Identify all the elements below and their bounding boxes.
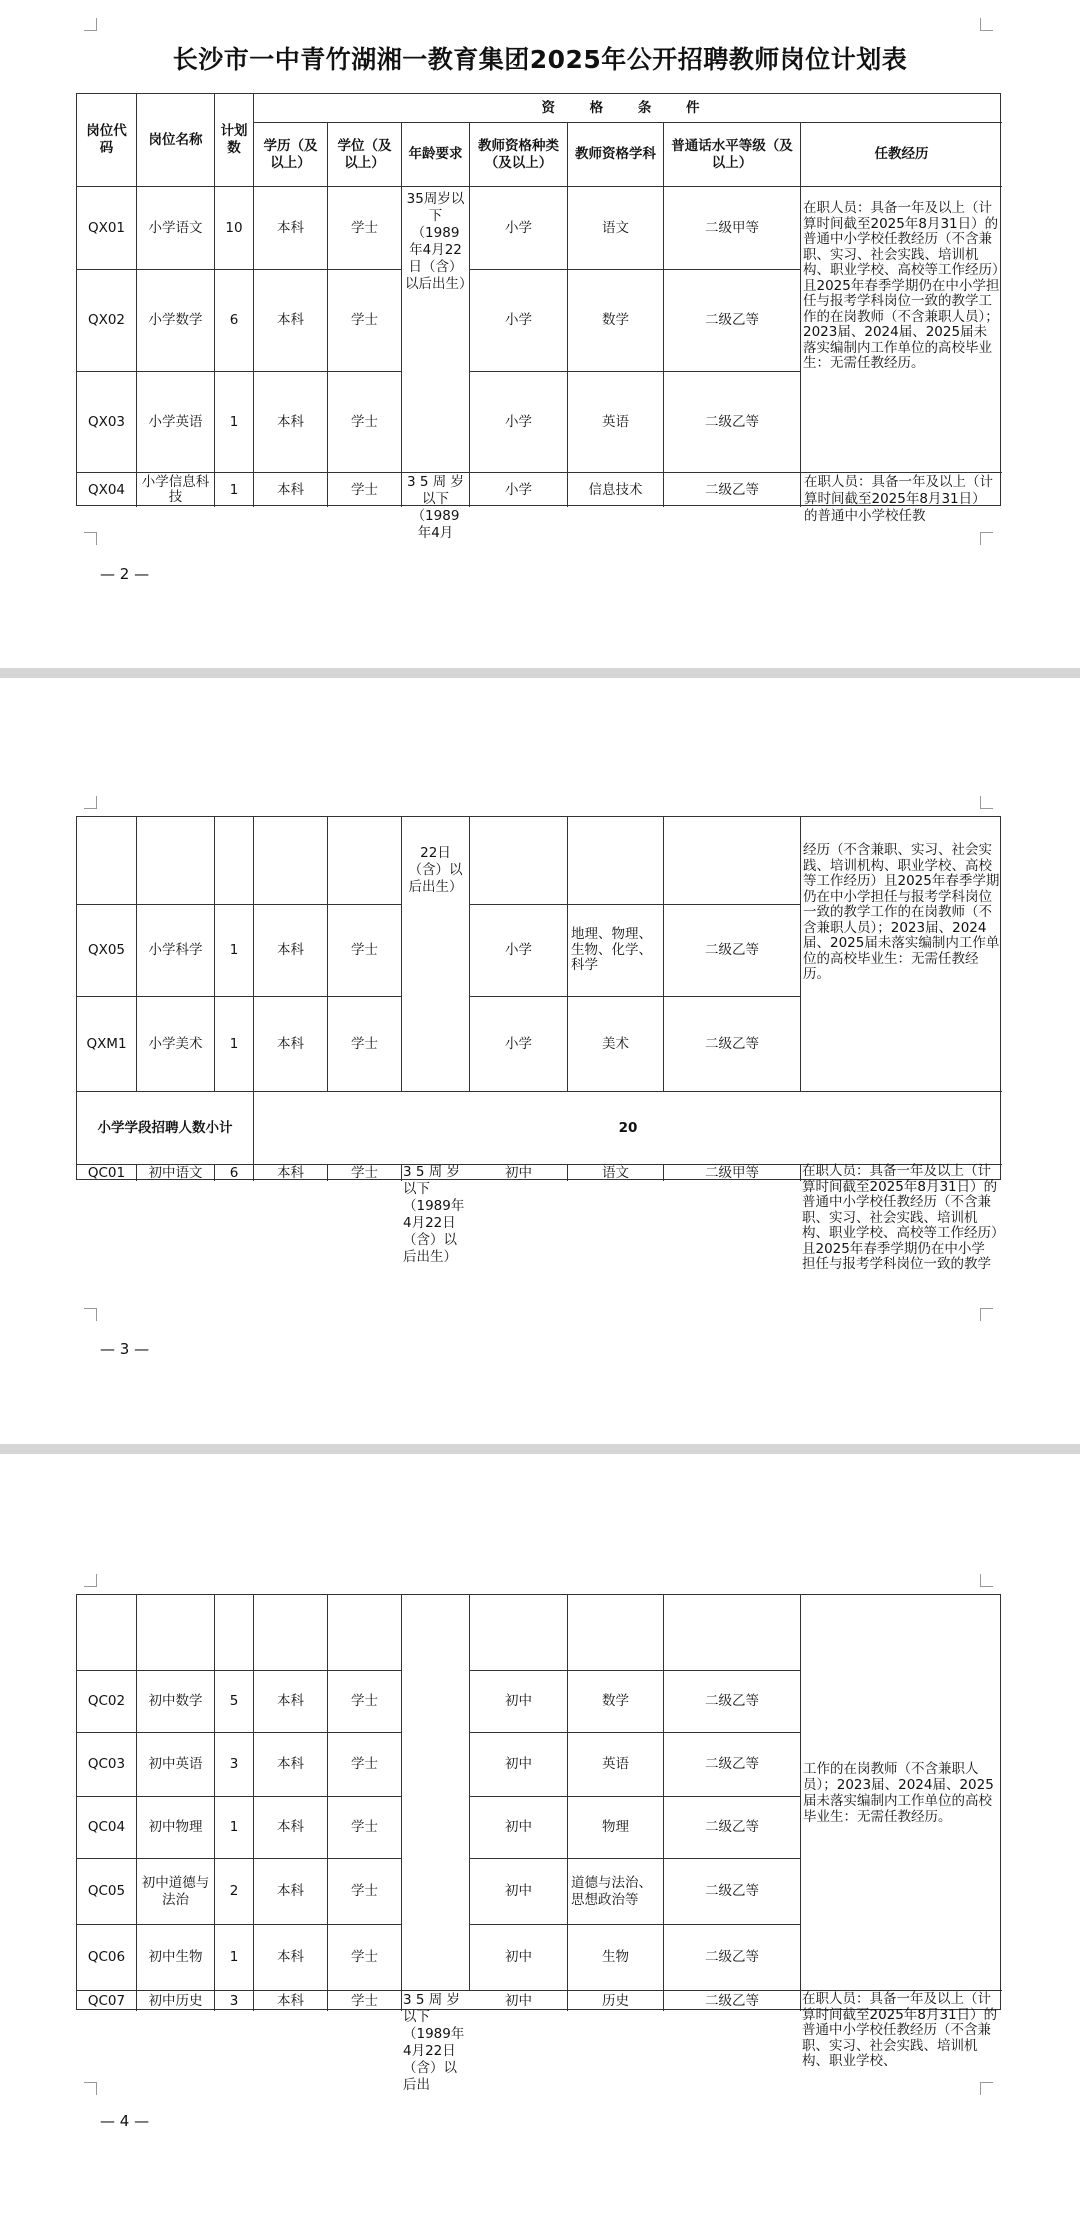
cell-cert-type: 初中 (470, 1671, 568, 1733)
cell-experience-overflow: 在职人员：具备一年及以上（计算时间截至2025年8月31日）的普通中小学校任教经历（不含兼职、实习、社会实践、培训机构、职业学校、高校等工作经历）且2025年春季学期仍在中小学担任与报考学科岗位一致的教学 (802, 1163, 998, 1272)
cell-cert-subject: 道德与法治、思想政治等 (568, 1859, 664, 1925)
cell-cert-subject: 数学 (568, 270, 664, 372)
corner-mark (980, 532, 993, 545)
cell-blank (328, 1595, 402, 1671)
cell-education: 本科 (254, 1991, 328, 2011)
cell-degree: 学士 (328, 1733, 402, 1797)
page-number: — 2 — (100, 565, 150, 583)
cell-code: QC01 (77, 1165, 137, 1181)
cell-degree: 学士 (328, 1859, 402, 1925)
cell-mandarin: 二级乙等 (664, 372, 801, 473)
cell-count: 2 (215, 1859, 254, 1925)
cell-cert-subject: 语文 (568, 187, 664, 270)
cell-cert-subject: 语文 (568, 1165, 664, 1181)
cell-mandarin: 二级乙等 (664, 473, 801, 507)
cell-count: 10 (215, 187, 254, 270)
cell-blank (137, 1595, 215, 1671)
cell-blank (77, 1595, 137, 1671)
corner-mark (84, 1308, 97, 1321)
header-code: 岗位代码 (77, 94, 137, 187)
cell-mandarin: 二级乙等 (664, 1991, 801, 2011)
cell-code: QX05 (77, 905, 137, 997)
cell-age-blank (402, 1595, 470, 1991)
cell-code: QX03 (77, 372, 137, 473)
cell-blank (470, 1595, 568, 1671)
header-education: 学历（及以上） (254, 123, 328, 187)
cell-age-continued: 22日（含）以后出生） (402, 817, 470, 1092)
cell-name: 初中历史 (137, 1991, 215, 2011)
corner-mark (980, 2082, 993, 2095)
cell-code: QC03 (77, 1733, 137, 1797)
cell-name: 初中道德与法治 (137, 1859, 215, 1925)
cell-cert-subject: 美术 (568, 997, 664, 1092)
cell-cert-subject: 地理、物理、生物、化学、科学 (568, 905, 664, 997)
cell-blank (254, 817, 328, 905)
cell-mandarin: 二级甲等 (664, 187, 801, 270)
cell-blank (568, 817, 664, 905)
cell-cert-subject: 历史 (568, 1991, 664, 2011)
corner-mark (84, 1574, 97, 1587)
cell-blank (568, 1595, 664, 1671)
page-number: — 4 — (100, 2112, 150, 2130)
page-4 (0, 1454, 1080, 2215)
cell-degree: 学士 (328, 905, 402, 997)
cell-cert-subject: 数学 (568, 1671, 664, 1733)
cell-education: 本科 (254, 1925, 328, 1991)
cell-education: 本科 (254, 1671, 328, 1733)
cell-count: 1 (215, 1925, 254, 1991)
cell-code: QC06 (77, 1925, 137, 1991)
cell-experience-merged (801, 187, 1002, 473)
header-count: 计划数 (215, 94, 254, 187)
cell-education: 本科 (254, 372, 328, 473)
cell-degree: 学士 (328, 473, 402, 507)
cell-name: 小学英语 (137, 372, 215, 473)
cell-mandarin: 二级乙等 (664, 270, 801, 372)
cell-cert-type: 初中 (470, 1165, 568, 1181)
cell-education: 本科 (254, 1733, 328, 1797)
cell-cert-subject: 英语 (568, 1733, 664, 1797)
cell-mandarin: 二级乙等 (664, 1925, 801, 1991)
cell-blank (254, 1595, 328, 1671)
corner-mark (980, 1308, 993, 1321)
cell-name: 初中生物 (137, 1925, 215, 1991)
cell-experience-overflow: 在职人员：具备一年及以上（计算时间截至2025年8月31日）的普通中小学校任教经历（不含兼职、实习、社会实践、培训机构、职业学校、 (802, 1991, 998, 2069)
header-mandarin: 普通话水平等级（及以上） (664, 123, 801, 187)
page-title: 长沙市一中青竹湖湘一教育集团2025年公开招聘教师岗位计划表 (172, 45, 908, 74)
cell-count: 1 (215, 905, 254, 997)
cell-cert-subject: 物理 (568, 1797, 664, 1859)
subtotal-label: 小学学段招聘人数小计 (77, 1092, 254, 1165)
cell-code: QX02 (77, 270, 137, 372)
cell-cert-type: 初中 (470, 1797, 568, 1859)
cell-experience-cut: 在职人员：具备一年及以上（计算时间截至2025年8月31日）的普通中小学校任教 (804, 474, 993, 524)
cell-degree: 学士 (328, 1925, 402, 1991)
cell-count: 1 (215, 1797, 254, 1859)
table-part-page-3 (76, 816, 1001, 1180)
cell-blank (137, 817, 215, 905)
cell-count: 5 (215, 1671, 254, 1733)
cell-cert-subject: 英语 (568, 372, 664, 473)
cell-cert-subject: 生物 (568, 1925, 664, 1991)
cell-education: 本科 (254, 997, 328, 1092)
cell-degree: 学士 (328, 270, 402, 372)
cell-education: 本科 (254, 270, 328, 372)
cell-degree: 学士 (328, 997, 402, 1092)
table-part-page-4 (76, 1594, 1001, 2010)
cell-blank (215, 1595, 254, 1671)
cell-code: QXM1 (77, 997, 137, 1092)
cell-degree: 学士 (328, 372, 402, 473)
header-cert-subject: 教师资格学科 (568, 123, 664, 187)
cell-code: QC07 (77, 1991, 137, 2011)
cell-name: 小学美术 (137, 997, 215, 1092)
cell-count: 1 (215, 372, 254, 473)
cell-code: QX04 (77, 473, 137, 507)
cell-education: 本科 (254, 473, 328, 507)
cell-education: 本科 (254, 1797, 328, 1859)
cell-code: QC02 (77, 1671, 137, 1733)
cell-cert-type: 小学 (470, 270, 568, 372)
cell-education: 本科 (254, 905, 328, 997)
cell-name: 初中物理 (137, 1797, 215, 1859)
cell-name: 小学科学 (137, 905, 215, 997)
corner-mark (980, 1574, 993, 1587)
cell-cert-type: 初中 (470, 1733, 568, 1797)
cell-age-cut: 3 5 周 岁以下（1989年4月 (402, 473, 470, 507)
cell-code: QC05 (77, 1859, 137, 1925)
cell-code: QC04 (77, 1797, 137, 1859)
cell-cert-type: 初中 (470, 1925, 568, 1991)
cell-count: 1 (215, 997, 254, 1092)
cell-education: 本科 (254, 187, 328, 270)
header-experience: 任教经历 (801, 123, 1002, 187)
cell-cert-type: 小学 (470, 473, 568, 507)
header-age: 年龄要求 (402, 123, 470, 187)
cell-mandarin: 二级乙等 (664, 1671, 801, 1733)
cell-code: QX01 (77, 187, 137, 270)
header-cert-type: 教师资格种类（及以上） (470, 123, 568, 187)
cell-degree: 学士 (328, 1165, 402, 1181)
cell-count: 6 (215, 270, 254, 372)
cell-count: 3 (215, 1991, 254, 2011)
cell-mandarin: 二级乙等 (664, 1859, 801, 1925)
cell-cert-type: 小学 (470, 372, 568, 473)
experience-text-a: 在职人员：具备一年及以上（计算时间截至2025年8月31日）的普通中小学校任教经历（不含兼职、实习、社会实践、培训机构、职业学校、高校等工作经历）且2025年春季学期仍在中小学担任与报考学科岗位一致的教学工作的在岗教师（不含兼职人员）； (803, 200, 1000, 325)
cell-count: 6 (215, 1165, 254, 1181)
cell-blank (77, 817, 137, 905)
cell-mandarin: 二级乙等 (664, 1733, 801, 1797)
cell-name: 小学数学 (137, 270, 215, 372)
cell-cert-type: 初中 (470, 1991, 568, 2011)
cell-experience-continued: 经历（不含兼职、实习、社会实践、培训机构、职业学校、高校等工作经历）且2025年春季学期仍在中小学担任与报考学科岗位一致的教学工作的在岗教师（不含兼职人员）；2023届、2024届、2025届未落实编制内工作单位的高校毕业生：无需任教经历。 (801, 817, 1002, 1092)
page-number: — 3 — (100, 1340, 150, 1358)
page-separator (0, 1444, 1080, 1454)
cell-blank (328, 817, 402, 905)
corner-mark (84, 2082, 97, 2095)
cell-experience-continued: 工作的在岗教师（不含兼职人员）；2023届、2024届、2025届未落实编制内工作单位的高校毕业生：无需任教经历。 (801, 1595, 1002, 1991)
cell-cert-subject: 信息技术 (568, 473, 664, 507)
header-name: 岗位名称 (137, 94, 215, 187)
cell-degree: 学士 (328, 1671, 402, 1733)
cell-name: 小学信息科技 (137, 473, 215, 507)
subtotal-value: 20 (254, 1092, 1002, 1165)
corner-mark (84, 532, 97, 545)
cell-count: 3 (215, 1733, 254, 1797)
cell-age-merged: 35周岁以下（1989年4月22日（含）以后出生） (402, 187, 470, 473)
cell-name: 小学语文 (137, 187, 215, 270)
cell-cert-type: 小学 (470, 997, 568, 1092)
cell-mandarin: 二级乙等 (664, 1797, 801, 1859)
page-2 (0, 0, 1080, 668)
cell-age-overflow: 3 5 周 岁以下（1989年4月22日（含）以后出生） (403, 1164, 465, 1265)
cell-degree: 学士 (328, 1991, 402, 2011)
cell-blank (664, 817, 801, 905)
corner-mark (980, 18, 993, 31)
cell-cert-type: 小学 (470, 187, 568, 270)
corner-mark (84, 18, 97, 31)
corner-mark (84, 796, 97, 809)
cell-mandarin: 二级乙等 (664, 905, 801, 997)
cell-name: 初中数学 (137, 1671, 215, 1733)
cell-degree: 学士 (328, 187, 402, 270)
cell-age-overflow: 3 5 周 岁以下（1989年4月22日（含）以后出 (403, 1992, 465, 2093)
cell-mandarin: 二级乙等 (664, 997, 801, 1092)
cell-blank (664, 1595, 801, 1671)
cell-blank (215, 817, 254, 905)
page-separator (0, 668, 1080, 678)
table-part-page-2 (76, 93, 1001, 541)
page-3 (0, 678, 1080, 1444)
cell-degree: 学士 (328, 1797, 402, 1859)
cell-cert-type: 小学 (470, 905, 568, 997)
cell-name: 初中语文 (137, 1165, 215, 1181)
experience-text-b: 2023届、2024届、2025届未落实编制内工作单位的高校毕业生：无需任教经历。 (803, 324, 992, 371)
cell-cert-type: 初中 (470, 1859, 568, 1925)
cell-education: 本科 (254, 1859, 328, 1925)
cell-blank (470, 817, 568, 905)
cell-count: 1 (215, 473, 254, 507)
corner-mark (980, 796, 993, 809)
header-degree: 学位（及以上） (328, 123, 402, 187)
header-conditions: 资 格 条 件 (254, 94, 1002, 123)
cell-mandarin: 二级甲等 (664, 1165, 801, 1181)
cell-education: 本科 (254, 1165, 328, 1181)
cell-name: 初中英语 (137, 1733, 215, 1797)
